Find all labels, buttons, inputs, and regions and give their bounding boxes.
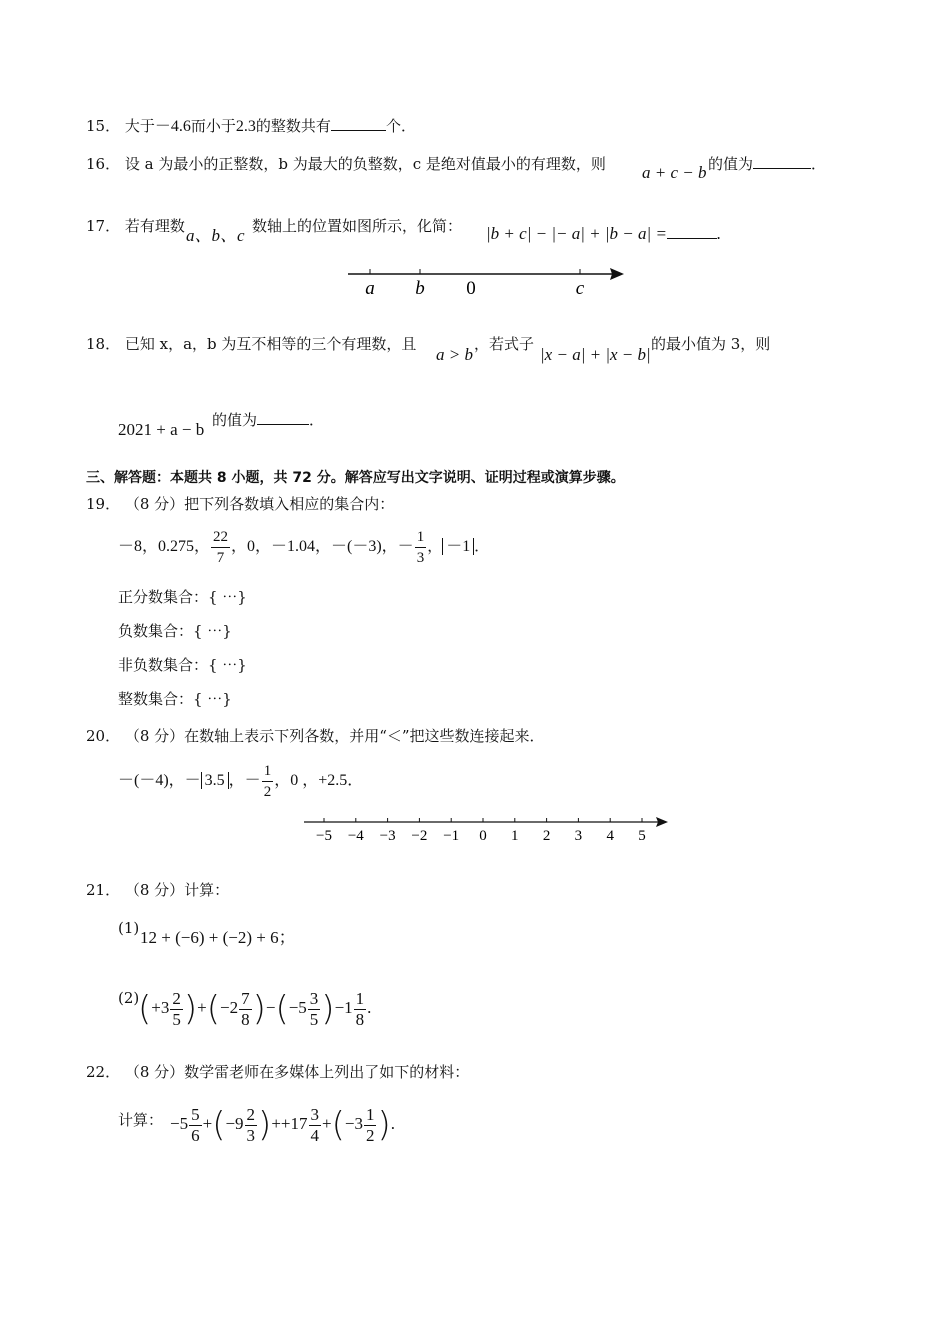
q17-vars: a、b、c — [186, 226, 245, 245]
q20-numbers: －(－4)，－ 3.5 ，－ $\frac{1}{2}$ ，0 ，+2.5． — [118, 762, 364, 800]
label-a: a — [365, 278, 375, 299]
q20-tick-label: 5 — [638, 828, 646, 844]
q16-tail: 的值为 ． — [708, 155, 827, 173]
set-integers: 整数集合：{ ⋯} — [118, 690, 232, 708]
question-17: 17． 若有理数 — [86, 217, 185, 235]
q22-expression: −5 $\frac{5}{6}$ +(−9 $\frac{2}{3}$ )++17 $\frac{3}{4}$ +(−3 $\frac{1}{2}$ ). — [170, 1104, 395, 1146]
answer-blank[interactable] — [753, 154, 811, 169]
set-non-negative-numbers: 非负数集合：{ ⋯} — [118, 656, 247, 674]
q18-tail: 的值为 ． — [212, 411, 325, 429]
set-positive-fractions: 正分数集合：{ ⋯} — [118, 588, 247, 606]
answer-blank[interactable] — [667, 229, 717, 239]
q21-part-2-label: (2) — [118, 989, 140, 1007]
q19-numbers: －8，0.275， $\frac{22}{7}$ ，0，－1.04，－(－3)，－ $\frac{1}{3}$ ， －1 ． — [118, 528, 490, 566]
q21-part-1: 12 + (−6) + (−2) + 6； — [140, 928, 296, 947]
q20-tick-label: −5 — [316, 828, 332, 844]
q20-tick-label: −4 — [347, 828, 364, 844]
q20-tick-label: 1 — [511, 828, 519, 844]
q21-part-2: (+3 $\frac{2}{5}$ )+(−2 $\frac{7}{8}$ )−(−5 $\frac{3}{5}$ )−1 $\frac{1}{8}$ . — [138, 988, 372, 1030]
q18-text-2: 的最小值为 3，则 — [651, 335, 771, 353]
question-18: 18． 已知 x，a，b 为互不相等的三个有理数，且 — [86, 335, 417, 353]
q20-tick-label: 0 — [479, 828, 487, 844]
q20-tick-label: 2 — [542, 828, 551, 844]
answer-blank[interactable] — [331, 116, 386, 131]
section-3-title: 三、解答题：本题共 8 小题，共 72 分。解答应写出文字说明、证明过程或演算步骤。 — [86, 470, 625, 486]
question-20: 20． （8 分）在数轴上表示下列各数，并用“＜”把这些数连接起来． — [86, 727, 545, 745]
q22-label: 计算： — [118, 1111, 164, 1129]
label-0: 0 — [466, 278, 476, 299]
q18-condition: a > b — [436, 345, 473, 364]
q20-tick-label: 4 — [606, 828, 614, 844]
q20-tick-label: −1 — [443, 828, 460, 844]
set-negative-numbers: 负数集合：{ ⋯} — [118, 622, 232, 640]
question-16: 16． 设 a 为最小的正整数，b 为最大的负整数，c 是绝对值最小的有理数，则 — [86, 155, 606, 173]
q18-line2: 2021 + a − b — [118, 420, 205, 439]
label-b: b — [415, 278, 425, 299]
fraction-1-3: $\frac{1}{3}$ — [416, 528, 425, 566]
q20-tick-label: 3 — [574, 828, 583, 844]
fraction-22-7: $\frac{22}{7}$ — [213, 528, 229, 566]
question-22: 22． （8 分）数学雷老师在多媒体上列出了如下的材料： — [86, 1063, 470, 1081]
q17-text: 数轴上的位置如图所示，化简： — [252, 217, 463, 235]
q18-expression: |x − a| + |x − b| — [540, 345, 651, 364]
question-21: 21． （8 分）计算： — [86, 881, 230, 899]
q17-number-line — [340, 258, 640, 303]
q18-text: ，若式子 — [474, 335, 535, 353]
question-15: 15． 大于－4.6而小于2.3的整数共有 个． — [86, 117, 416, 135]
q17-expression: |b + c| − |− a| + |b − a| = . — [486, 224, 722, 243]
q20-tick-label: −2 — [411, 828, 428, 844]
axis-arrow — [610, 268, 624, 280]
q21-part-1-label: (1) — [118, 919, 140, 937]
answer-blank[interactable] — [257, 410, 309, 425]
label-c: c — [575, 278, 585, 299]
fraction-1-2: $\frac{1}{2}$ — [263, 762, 272, 800]
q20-number-line — [300, 812, 680, 848]
q16-expression: a + c − b — [642, 163, 707, 182]
q20-tick-label: −3 — [379, 828, 396, 844]
question-19: 19． （8 分）把下列各数填入相应的集合内： — [86, 495, 395, 513]
